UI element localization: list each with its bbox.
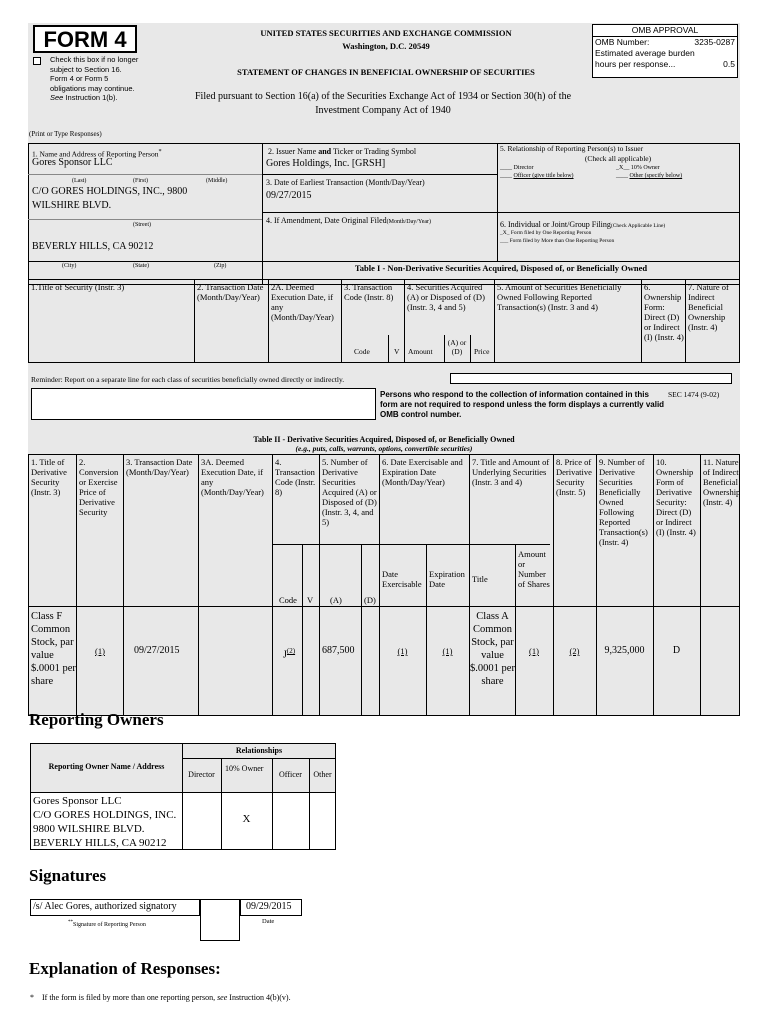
table2-subtitle: (e.g., puts, calls, warrants, options, convertible securities) (295, 444, 473, 453)
grid-line (28, 174, 262, 175)
grid-line (470, 335, 471, 363)
last-label: (Last) (72, 178, 87, 184)
t2-col11: 11. Nature of Indirect Beneficial Ownership (Instr. 4) (703, 457, 741, 507)
reminder-box (450, 373, 732, 384)
grid-line (28, 219, 262, 220)
t1-sub-price: Price (474, 347, 490, 356)
no-longer-subject-checkbox[interactable] (33, 57, 41, 65)
sec-code: SEC 1474 (9-02) (668, 390, 720, 399)
box6-label: 6. Individual or Joint/Group Filing(Check Applicable Line) (500, 220, 666, 229)
grid-line (553, 454, 554, 716)
owner-line-1: Gores Sponsor LLC (33, 795, 122, 807)
t2-underlying-title: Class A Common Stock, par value $.0001 per share (470, 611, 515, 687)
t2-ownership-form: D (672, 645, 681, 656)
signer-name: /s/ Alec Gores, authorized signatory (33, 901, 177, 912)
t2-expiration-date[interactable]: (1) (442, 646, 453, 656)
t1-col2: 2. Transaction Date (Month/Day/Year) (197, 282, 264, 302)
grid-line (653, 454, 654, 716)
director-option[interactable]: ____ Director (500, 165, 534, 171)
statement-title: STATEMENT OF CHANGES IN BENEFICIAL OWNERSHIP OF SECURITIES (237, 67, 535, 77)
grid-line (404, 279, 405, 363)
t2-sub-amount: Amount or Number of Shares (518, 549, 550, 589)
address-line2: WILSHIRE BLVD. (32, 200, 112, 211)
grid-line (596, 454, 597, 716)
city-state-zip: BEVERLY HILLS, CA 90212 (32, 241, 154, 252)
grid-line (388, 335, 389, 363)
t2-security-title: Class F Common Stock, par value $.0001 per share (31, 611, 76, 687)
filed-pursuant-line1: Filed pursuant to Section 16(a) of the Securities Exchange Act of 1934 or Section 30(h) of the (194, 91, 572, 102)
grid-line (76, 454, 77, 716)
t2-sub-code: Code (279, 595, 297, 605)
t2-transaction-date: 09/27/2015 (134, 645, 180, 656)
reminder-left-box (31, 388, 376, 420)
t1-sub-code: Code (354, 347, 370, 356)
first-label: (First) (133, 178, 148, 184)
relationships-header: Relationships (235, 746, 283, 755)
t2-sub-exp: Expiration Date (429, 569, 465, 589)
t2-col1: 1. Title of Derivative Security (Instr. 3) (31, 457, 67, 497)
t2-col10: 10. Ownership Form of Derivative Security: Direct (D) or Indirect (I) (Instr. 4) (656, 457, 696, 537)
t1-col5: 5. Amount of Securities Beneficially Owned Following Reported Transaction(s) (Instr. 3 and 4) (497, 282, 622, 312)
box5-label: 5. Relationship of Reporting Person(s) to Issuer (500, 144, 644, 153)
middle-label: (Middle) (206, 178, 228, 184)
t1-col7: 7. Nature of Indirect Beneficial Ownership (Instr. 4) (688, 282, 729, 332)
owner-line-2: C/O GORES HOLDINGS, INC. (33, 809, 177, 821)
signature-date: 09/29/2015 (246, 901, 292, 912)
box2-label: 2. Issuer Name and Ticker or Trading Symbol (268, 147, 417, 156)
grid-line (262, 174, 497, 175)
t1-col4: 4. Securities Acquired (A) or Disposed of (D) (Instr. 3, 4 and 5) (407, 282, 485, 312)
t2-col7: 7. Title and Amount of Underlying Securities (Instr. 3 and 4) (472, 457, 550, 487)
filed-pursuant-line2: Investment Company Act of 1940 (315, 105, 451, 116)
t2-acquired-amount: 687,500 (322, 645, 355, 656)
omb-hours-row: hours per response... 0.5 (595, 59, 735, 69)
grid-line (515, 544, 516, 716)
t2-col5: 5. Number of Derivative Securities Acquired (A) or Disposed of (D) (Instr. 3, 4, and 5) (322, 457, 377, 527)
group-filing-option[interactable]: ___ Form filed by More than One Reporting Person (500, 238, 615, 244)
issuer-name-ticker: Gores Holdings, Inc. [GRSH] (266, 158, 386, 169)
t1-col1: 1.Title of Security (Instr. 3) (31, 282, 125, 292)
omb-title: OMB APPROVAL (593, 25, 737, 37)
t2-col6: 6. Date Exercisable and Expiration Date (Month/Day/Year) (382, 457, 463, 487)
box4-label: 4. If Amendment, Date Original Filed(Month/Day/Year) (266, 216, 432, 225)
grid-line (272, 544, 550, 545)
t2-derivative-price[interactable]: (2) (569, 646, 580, 656)
t2-col4: 4. Transaction Code (Instr. 8) (275, 457, 316, 497)
t2-underlying-amount[interactable]: (1) (529, 646, 539, 656)
t1-sub-v: V (394, 347, 400, 356)
grid-line (268, 279, 269, 363)
grid-line (641, 279, 642, 363)
grid-line (272, 454, 273, 716)
date-label: Date (262, 918, 275, 925)
reporting-owners-title: Reporting Owners (29, 710, 164, 729)
owner-name-header: Reporting Owner Name / Address (48, 762, 165, 771)
grid-line (28, 261, 740, 262)
officer-header: Officer (279, 770, 302, 779)
omb-burden: Estimated average burden (595, 48, 695, 58)
grid-line (700, 454, 701, 716)
grid-line (497, 143, 498, 261)
grid-line (302, 544, 303, 716)
individual-filing-option[interactable]: _X_ Form filed by One Reporting Person (500, 230, 592, 236)
grid-line (182, 743, 183, 850)
grid-line (319, 544, 320, 716)
t2-sub-v: V (307, 595, 314, 605)
t1-sub-amount: Amount (408, 347, 433, 356)
table2-title: Table II - Derivative Securities Acquired, Disposed of, or Beneficially Owned (253, 435, 515, 444)
owner-line-3: 9800 WILSHIRE BLVD. (33, 823, 145, 835)
t1-col3: 3. Transaction Code (Instr. 8) (344, 282, 394, 302)
explanation-title: Explanation of Responses: (29, 959, 221, 978)
other-header: Other (313, 770, 332, 779)
grid-line (341, 279, 342, 363)
t2-col3a: 3A. Deemed Execution Date, if any (Month/Day/Year) (201, 457, 264, 497)
table1-title: Table I - Non-Derivative Securities Acquired, Disposed of, or Beneficially Owned (354, 263, 648, 273)
t1-col2a: 2A. Deemed Execution Date, if any (Month/Day/Year) (271, 282, 334, 322)
agency-name: UNITED STATES SECURITIES AND EXCHANGE COMMISSION (260, 28, 512, 38)
omb-number-row: OMB Number: 3235-0287 (595, 37, 735, 47)
persons-notice: Persons who respond to the collection of information contained in this form are not required to respond unless the form displays a currently valid OMB control number. (380, 390, 665, 419)
grid-line (198, 454, 199, 716)
agency-location: Washington, D.C. 20549 (342, 41, 430, 51)
zip-label: (Zip) (214, 263, 227, 269)
grid-line (379, 454, 380, 716)
reminder-text: Reminder: Report on a separate line for each class of securities beneficially owned directly or indirectly. (31, 375, 345, 384)
t2-transaction-code: $J^{(2)}$ (283, 647, 296, 661)
t2-owned-following: 9,325,000 (604, 645, 645, 656)
grid-line (685, 279, 686, 363)
t2-conv-price[interactable]: (1) (95, 646, 105, 656)
reporting-person-name: Gores Sponsor LLC (32, 157, 113, 168)
omb-approval-box (592, 24, 738, 78)
box1-label: 1. Name and Address of Reporting Person* (32, 148, 162, 159)
grid-line (262, 212, 740, 213)
grid-line (426, 544, 427, 716)
grid-line (28, 606, 740, 607)
t2-sub-date-ex: Date Exercisable (382, 569, 422, 589)
street-label: (Street) (133, 222, 151, 228)
signature-label: **Signature of Reporting Person (68, 920, 146, 928)
signatures-title: Signatures (29, 866, 107, 885)
owner-line-4: BEVERLY HILLS, CA 90212 (33, 837, 167, 849)
ten-pct-option[interactable]: _X__ 10% Owner (616, 165, 660, 171)
ten-pct-mark: X (242, 813, 251, 825)
t1-sub-aord: (A) or (D) (447, 338, 467, 356)
ten-pct-header: 10% Owner (225, 764, 264, 773)
t2-col3: 3. Transaction Date (Month/Day/Year) (126, 457, 193, 477)
t2-sub-d: (D) (364, 595, 376, 605)
city-label: (City) (62, 263, 77, 269)
box3-label: 3. Date of Earliest Transaction (Month/Day/Year) (266, 178, 425, 187)
address-line1: C/O GORES HOLDINGS, INC., 9800 (32, 186, 188, 197)
print-type-note: (Print or Type Responses) (29, 130, 102, 138)
grid-line (182, 758, 336, 759)
t2-col2: 2. Conversion or Exercise Price of Derivative Security (79, 457, 119, 517)
footnote-2-link[interactable]: (2) (286, 647, 296, 655)
form-label: FORM 4 (33, 25, 137, 53)
t2-sub-a: (A) (330, 595, 342, 605)
grid-line (221, 758, 222, 850)
t2-col9: 9. Number of Derivative Securities Beneficially Owned Following Reported Transaction(s) (Instr. 4) (599, 457, 648, 547)
checkbox-text: Check this box if no longer subject to Section 16. Form 4 or Form 5 obligations may continue. See Instruction 1(b). (50, 55, 139, 103)
grid-line (194, 279, 195, 363)
form-4 (28, 23, 740, 716)
grid-line (361, 544, 362, 716)
other-option[interactable]: ____ Other (specify below) (616, 173, 683, 179)
grid-line (30, 792, 336, 793)
t2-col8: 8. Price of Derivative Security (Instr. 5) (556, 457, 592, 497)
t1-col6: 6. Ownership Form: Direct (D) or Indirect (I) (Instr. 4) (644, 282, 684, 342)
t2-sub-title: Title (472, 574, 488, 584)
t2-date-exercisable[interactable]: (1) (397, 646, 408, 656)
state-label: (State) (133, 263, 149, 269)
officer-option[interactable]: ____ Officer (give title below) (500, 173, 574, 179)
sig-gap-box (200, 899, 240, 941)
grid-line (123, 454, 124, 716)
earliest-transaction-date: 09/27/2015 (266, 190, 312, 201)
explanation-note: * If the form is filed by more than one reporting person, see Instruction 4(b)(v). (30, 993, 291, 1002)
director-header: Director (188, 770, 215, 779)
box5-sub: (Check all applicable) (584, 154, 652, 163)
